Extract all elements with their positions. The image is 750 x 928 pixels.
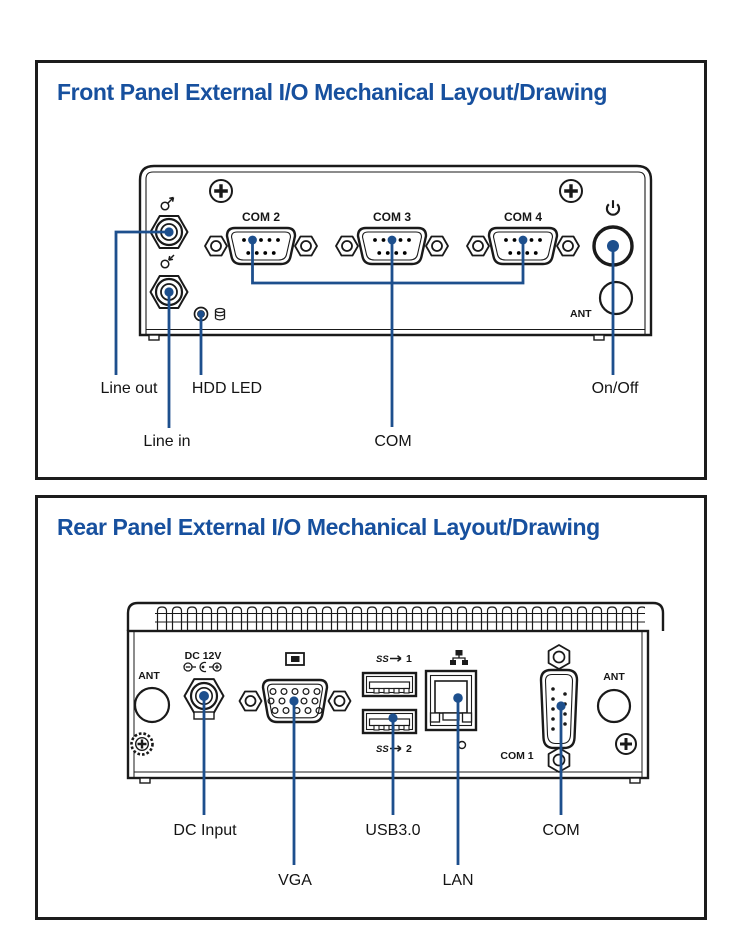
callout-rear-com: COM <box>542 822 580 839</box>
monitor-icon <box>286 653 304 665</box>
callout-hdd-led: HDD LED <box>191 380 263 397</box>
com3-label: COM 3 <box>372 210 412 224</box>
svg-text:SS: SS <box>376 744 389 755</box>
usb-port-2 <box>363 710 416 733</box>
callout-line-out: Line out <box>100 380 158 397</box>
rear-panel-section <box>35 495 707 920</box>
svg-text:1: 1 <box>406 653 412 665</box>
rear-corner-screw <box>616 734 636 754</box>
front-ant-hole <box>600 282 632 314</box>
callout-vga: VGA <box>278 872 312 889</box>
front-section-title: Front Panel External I/O Mechanical Layout/Drawing <box>57 79 608 105</box>
svg-text:SS: SS <box>376 654 389 665</box>
callout-lan: LAN <box>442 872 474 889</box>
callout-on-off: On/Off <box>591 380 639 397</box>
rear-ant-left-label: ANT <box>138 670 160 682</box>
front-panel-screw-left <box>210 180 232 202</box>
gear-screw <box>132 734 153 755</box>
lan-port <box>426 671 476 730</box>
heatsink-fins <box>128 603 663 631</box>
rear-ant-right-label: ANT <box>603 671 625 683</box>
usb-port-1 <box>363 673 416 696</box>
front-panel-drawing <box>38 123 710 483</box>
rear-ant-right-hole <box>598 690 630 722</box>
lan-led <box>459 742 466 749</box>
rear-panel-drawing <box>38 563 710 923</box>
callout-com: COM <box>374 433 412 450</box>
com1-label: COM 1 <box>500 750 534 762</box>
svg-text:2: 2 <box>406 743 412 755</box>
com4-label: COM 4 <box>503 210 543 224</box>
front-panel-section <box>35 60 707 480</box>
front-panel-screw-right <box>560 180 582 202</box>
rear-section-title: Rear Panel External I/O Mechanical Layout/Drawing <box>57 514 600 540</box>
callout-usb: USB3.0 <box>365 822 421 839</box>
callout-line-in: Line in <box>143 433 191 450</box>
front-ant-label: ANT <box>570 308 592 320</box>
com2-label: COM 2 <box>241 210 281 224</box>
callout-dc-input: DC Input <box>173 822 237 839</box>
rear-ant-left-hole <box>135 688 169 722</box>
dc-12v-label: DC 12V <box>184 650 222 662</box>
